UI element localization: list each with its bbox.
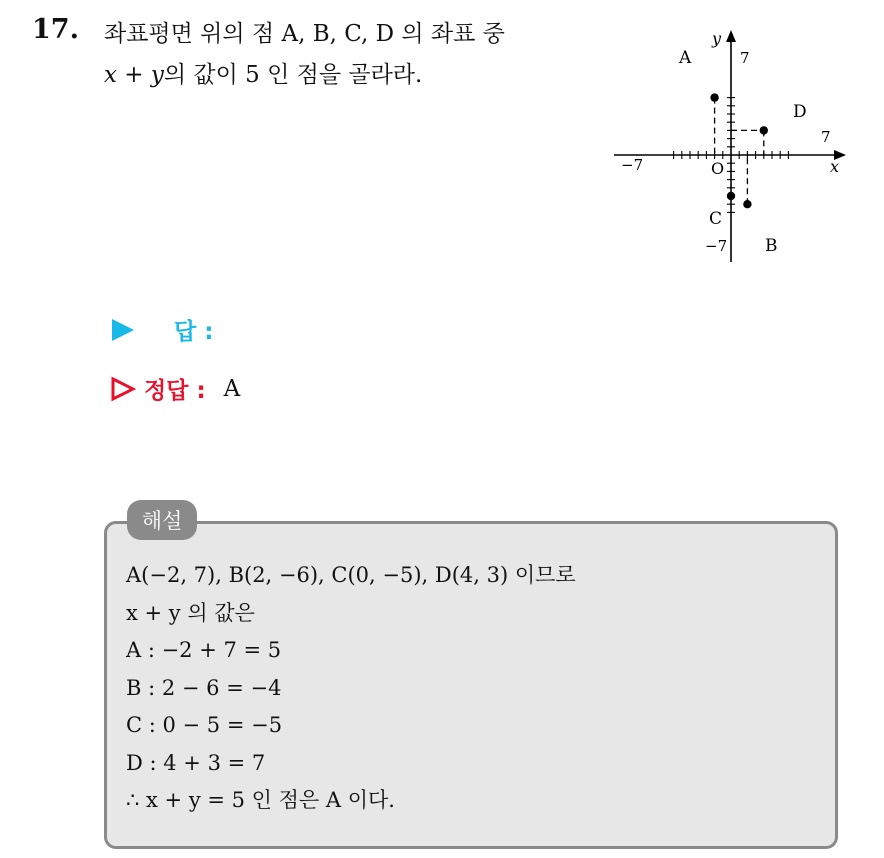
solution-line: x + y 의 값은 [126,600,255,625]
point-label-d: D [793,102,807,122]
solution-line: C : 0 − 5 = −5 [126,713,283,737]
point-label-c: C [709,209,723,229]
solution-line: D : 4 + 3 = 7 [126,750,266,775]
question-line-2-rest: 의 값이 5 인 점을 골라라. [163,62,423,88]
question-number: 17. [32,14,79,45]
question-line-1: 좌표평면 위의 점 A, B, C, D 의 좌표 중 [104,21,505,47]
x-axis-label: x [830,157,840,176]
origin-label: O [711,159,725,178]
outline-arrow-icon [110,376,136,402]
question-expression: x + y [104,62,164,88]
points [710,93,768,208]
point-d [760,126,768,134]
correct-answer-label: 정답 : [144,378,206,404]
point-c [727,192,735,200]
point-a [710,93,718,101]
y-max-label: 7 [740,49,750,67]
axes [614,30,846,262]
answer-row [110,313,213,346]
guide-lines [715,98,764,205]
solution-line: ∴ x + y = 5 인 점은 A 이다. [126,788,395,812]
y-min-label: −7 [705,237,728,255]
play-arrow-icon [110,317,136,343]
solution-line: A(−2, 7), B(2, −6), C(0, −5), D(4, 3) 이므로 [126,563,576,587]
solution-line: B : 2 − 6 = −4 [126,675,282,700]
x-min-label: −7 [621,156,644,174]
solution-tab: 해설 [127,500,197,540]
correct-answer-value: A [223,375,241,402]
correct-answer-row [110,372,240,405]
y-axis-arrow [726,30,736,42]
answer-label: 답 : [174,319,214,345]
coordinate-plane [0,0,884,300]
point-label-a: A [679,48,692,68]
x-max-label: 7 [821,128,831,146]
solution-text [126,557,576,820]
point-label-b: B [765,236,778,256]
point-b [743,200,751,208]
y-axis-label: y [712,29,722,48]
solution-line: A : −2 + 7 = 5 [126,638,282,662]
